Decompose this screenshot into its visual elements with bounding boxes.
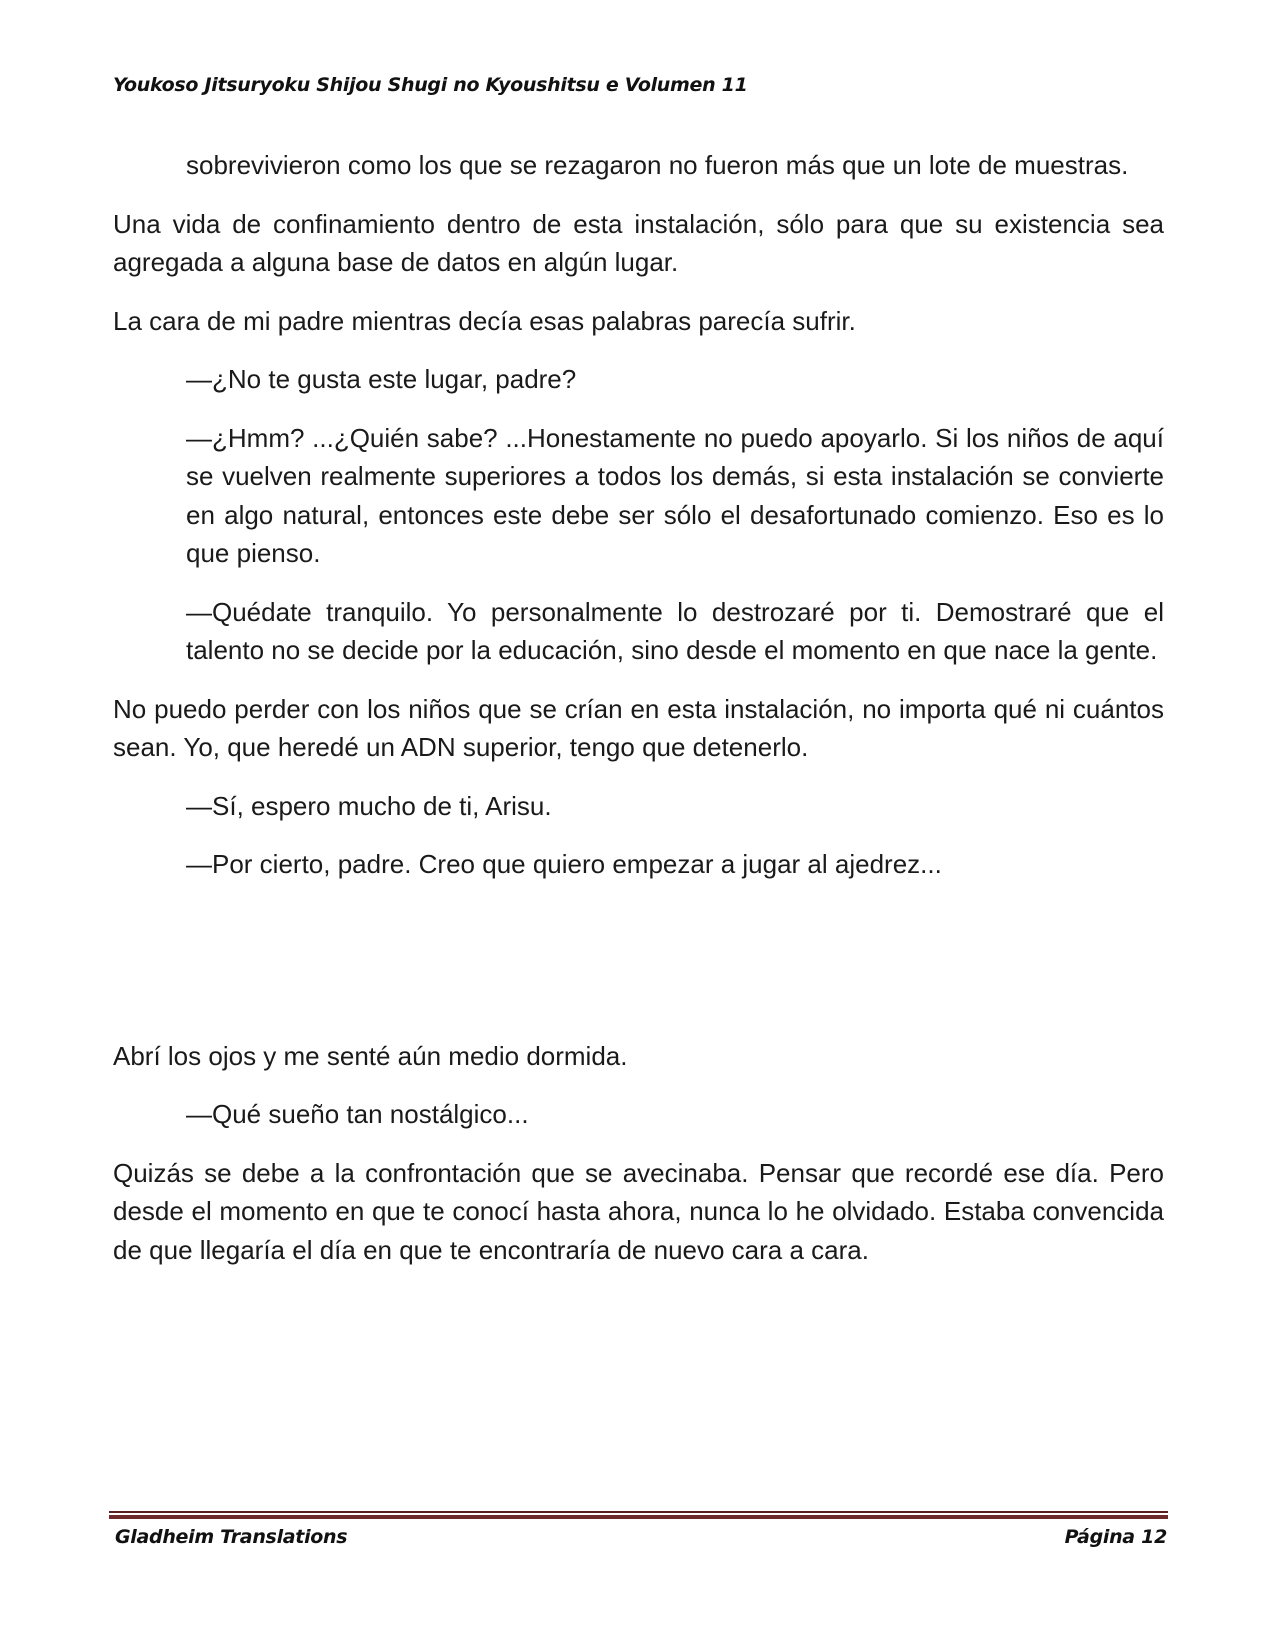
paragraph: Abrí los ojos y me senté aún medio dormida. [113, 1040, 628, 1071]
running-header-title: Youkoso Jitsuryoku Shijou Shugi no Kyoushitsu e Volumen 11 [113, 74, 748, 96]
footer-divider [109, 1511, 1168, 1519]
dialogue-line: —Sí, espero mucho de ti, Arisu. [186, 790, 552, 821]
paragraph: Una vida de confinamiento dentro de esta instalación, sólo para que su existencia sea agregada a alguna base de datos en algún lugar. [113, 208, 1164, 277]
paragraph: La cara de mi padre mientras decía esas palabras parecía sufrir. [113, 305, 856, 336]
footer-divider-thick-line [109, 1515, 1168, 1519]
paragraph: sobrevivieron como los que se rezagaron no fueron más que un lote de muestras. [186, 150, 1129, 180]
footer-divider-thin-line [109, 1511, 1168, 1513]
paragraph: Quizás se debe a la confrontación que se avecinaba. Pensar que recordé ese día. Pero desde el momento en que te conocí hasta ahora, nunca lo he olvidado. Estaba convencida de que llegaría el día en que te encontraría de nuevo cara a cara. [113, 1157, 1164, 1265]
footer-page-number: Página 12 [1064, 1526, 1167, 1548]
dialogue-line: —Quédate tranquilo. Yo personalmente lo destrozaré por ti. Demostraré que el talento no se decide por la educación, sino desde el momento en que nace la gente. [186, 596, 1164, 665]
page-body [113, 146, 1164, 1289]
dialogue-line: —¿No te gusta este lugar, padre? [186, 364, 577, 394]
scene-break [113, 904, 1164, 1037]
footer-credit: Gladheim Translations [115, 1526, 348, 1548]
paragraph: No puedo perder con los niños que se crían en esta instalación, no importa qué ni cuántos sean. Yo, que heredé un ADN superior, tengo que detenerlo. [113, 693, 1164, 762]
dialogue-line: —Qué sueño tan nostálgico... [186, 1099, 529, 1129]
dialogue-line: —Por cierto, padre. Creo que quiero empezar a jugar al ajedrez... [186, 849, 942, 879]
dialogue-line: —¿Hmm? ...¿Quién sabe? ...Honestamente no puedo apoyarlo. Si los niños de aquí se vuelven realmente superiores a todos los demás, si esta instalación se convierte en algo natural, entonces este debe ser sólo el desafortunado comienzo. Eso es lo que pienso. [186, 422, 1164, 568]
